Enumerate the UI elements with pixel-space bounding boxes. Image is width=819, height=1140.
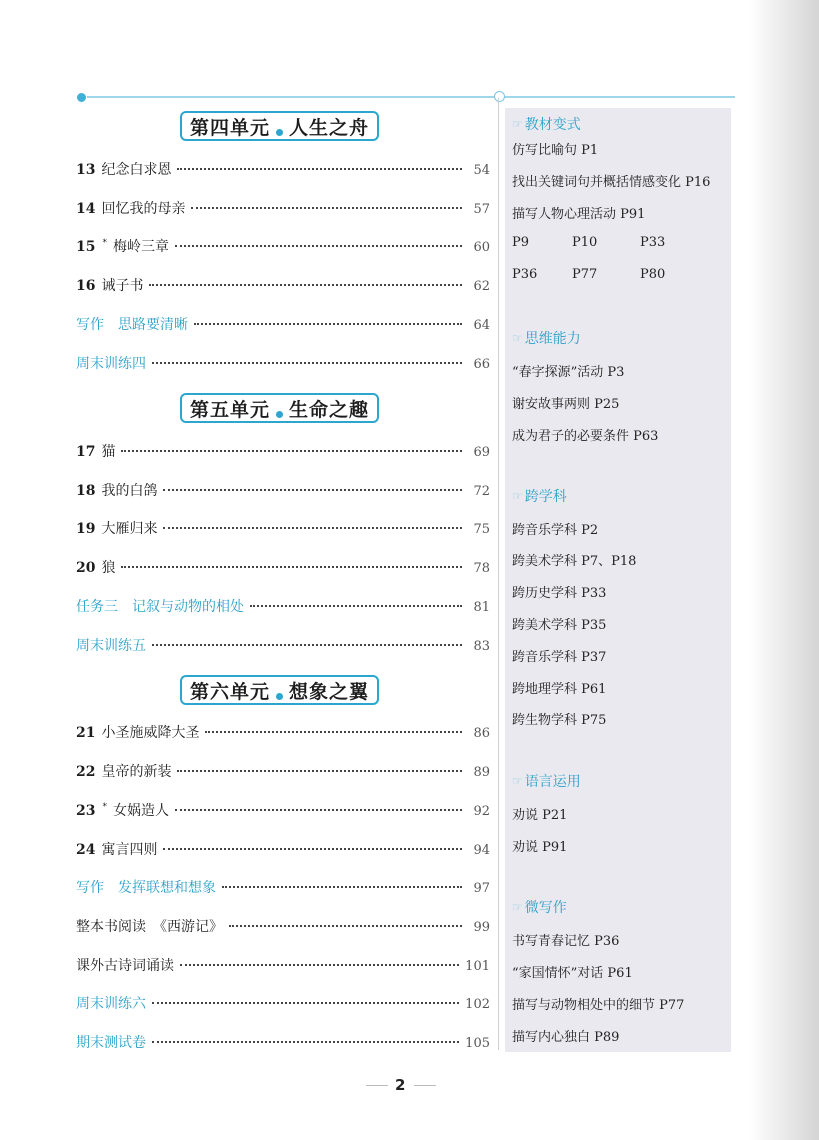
side-item: 跨音乐学科 P37 xyxy=(512,650,607,665)
dot-leader xyxy=(163,848,462,850)
toc-title-text: 皇帝的新装 xyxy=(101,764,172,780)
footer-rule-left xyxy=(366,1085,388,1086)
toc-entry[interactable] xyxy=(76,955,490,975)
section-title-thinking: ☞ 思维能力 xyxy=(512,331,581,347)
toc-entry-title xyxy=(76,518,157,538)
toc-entry[interactable] xyxy=(76,518,490,538)
toc-entry[interactable] xyxy=(76,635,490,655)
pointing-hand-icon: ☞ xyxy=(512,117,523,131)
toc-page-number: 78 xyxy=(473,561,490,576)
dot-leader xyxy=(191,207,462,209)
toc-page-number: 86 xyxy=(473,726,490,741)
lesson-number: 24 xyxy=(76,842,96,858)
toc-title-text: 狼 xyxy=(101,560,116,576)
optional-marker: * xyxy=(102,802,107,813)
toc-entry-title xyxy=(76,480,157,500)
dot-leader xyxy=(229,925,462,927)
dot-leader xyxy=(163,527,462,529)
toc-entry[interactable] xyxy=(76,314,490,334)
lesson-number: 23 xyxy=(76,803,96,819)
dot-leader xyxy=(205,731,462,733)
toc-entry-title xyxy=(76,353,146,373)
dot-leader xyxy=(180,964,459,966)
side-item: 找出关键词句并概括情感变化 P16 xyxy=(512,175,711,190)
side-item: 跨音乐学科 P2 xyxy=(512,523,599,538)
toc-entry[interactable] xyxy=(76,839,490,859)
toc-title-text: 女娲造人 xyxy=(112,803,169,819)
lesson-number: 14 xyxy=(76,201,96,217)
toc-page-number: 66 xyxy=(473,357,490,372)
unit-theme: 生命之趣 xyxy=(289,398,370,421)
toc-title-text: 诫子书 xyxy=(101,278,144,294)
toc-title-text: 寓言四则 xyxy=(101,842,158,858)
toc-entry[interactable] xyxy=(76,1032,490,1052)
rule-dot-middle xyxy=(494,91,505,102)
side-grid-item: P36 xyxy=(512,267,538,282)
unit-theme: 想象之翼 xyxy=(289,680,370,703)
toc-entry-title xyxy=(76,635,146,655)
optional-marker: * xyxy=(102,238,107,249)
side-grid-item: P77 xyxy=(572,267,598,282)
side-item: 跨生物学科 P75 xyxy=(512,713,607,728)
toc-entry[interactable] xyxy=(76,557,490,577)
toc-title-text: 整本书阅读 《西游记》 xyxy=(76,919,223,935)
toc-title-text: 回忆我的母亲 xyxy=(101,201,186,217)
side-item: 描写内心独白 P89 xyxy=(512,1030,620,1045)
toc-entry[interactable] xyxy=(76,159,490,179)
toc-page-number: 92 xyxy=(473,804,490,819)
toc-entry[interactable] xyxy=(76,993,490,1013)
footer-rule-right xyxy=(414,1085,436,1086)
dot-leader xyxy=(163,489,462,491)
toc-entry[interactable] xyxy=(76,800,490,820)
lesson-number: 17 xyxy=(76,444,96,460)
side-item: 书写青春记忆 P36 xyxy=(512,934,620,949)
unit-header-5 xyxy=(180,394,379,422)
unit-theme: 人生之舟 xyxy=(289,116,370,139)
toc-title-text: 写作 思路要清晰 xyxy=(76,317,188,333)
lesson-number: 22 xyxy=(76,764,96,780)
unit-header-4 xyxy=(180,112,379,140)
lesson-number: 18 xyxy=(76,483,96,499)
section-title-micro-writing: ☞ 微写作 xyxy=(512,900,567,916)
unit-separator-dot xyxy=(276,411,283,418)
dot-leader xyxy=(152,644,462,646)
lesson-number: 15 xyxy=(76,239,96,255)
toc-entry-title xyxy=(76,877,216,897)
toc-title-text: 任务三 记叙与动物的相处 xyxy=(76,599,244,615)
section-title-cross-discipline: ☞ 跨学科 xyxy=(512,489,567,505)
toc-entry-title xyxy=(76,275,143,295)
dot-leader xyxy=(175,245,462,247)
dot-leader xyxy=(194,323,462,325)
dot-leader xyxy=(152,1041,459,1043)
side-grid-item: P10 xyxy=(572,235,598,250)
toc-entry-title xyxy=(76,441,115,461)
toc-entry-title xyxy=(76,761,171,781)
section-title-textbook-variants: ☞ 教材变式 xyxy=(512,117,581,133)
toc-page-number: 60 xyxy=(473,240,490,255)
side-item: 劝说 P91 xyxy=(512,840,568,855)
toc-page-number: 105 xyxy=(465,1036,490,1051)
side-grid-item: P33 xyxy=(640,235,666,250)
toc-title-text: 周末训练六 xyxy=(76,996,146,1012)
side-item: 跨地理学科 P61 xyxy=(512,682,607,697)
toc-page-number: 69 xyxy=(473,445,490,460)
toc-entry-title xyxy=(76,557,115,577)
lesson-number: 16 xyxy=(76,278,96,294)
side-item: 跨美术学科 P35 xyxy=(512,618,607,633)
toc-title-text: 课外古诗词诵读 xyxy=(76,958,174,974)
toc-page-number: 62 xyxy=(473,279,490,294)
toc-page-number: 81 xyxy=(473,600,490,615)
dot-leader xyxy=(250,605,462,607)
side-grid-item: P80 xyxy=(640,267,666,282)
top-rule xyxy=(80,96,735,98)
dot-leader xyxy=(152,362,462,364)
toc-entry-title xyxy=(76,839,157,859)
toc-entry[interactable] xyxy=(76,916,490,936)
toc-entry-title xyxy=(76,198,185,218)
unit-header-6 xyxy=(180,676,379,704)
toc-entry-title xyxy=(76,916,223,936)
toc-entry-title xyxy=(76,596,244,616)
toc-title-text: 纪念白求恩 xyxy=(101,162,172,178)
toc-entry[interactable] xyxy=(76,353,490,373)
toc-entry[interactable] xyxy=(76,877,490,897)
toc-entry[interactable] xyxy=(76,480,490,500)
toc-page-number: 54 xyxy=(473,163,490,178)
toc-entry-title xyxy=(76,800,169,820)
toc-page-number: 75 xyxy=(473,522,490,537)
toc-page-number: 99 xyxy=(473,920,490,935)
unit-separator-dot xyxy=(276,129,283,136)
side-item: 描写人物心理活动 P91 xyxy=(512,207,646,222)
lesson-number: 20 xyxy=(76,560,96,576)
toc-title-text: 写作 发挥联想和想象 xyxy=(76,880,216,896)
side-item: 成为君子的必要条件 P63 xyxy=(512,429,659,444)
side-item: 跨美术学科 P7、P18 xyxy=(512,554,637,569)
toc-page-number: 83 xyxy=(473,639,490,654)
side-grid-item: P9 xyxy=(512,235,530,250)
toc-entry[interactable] xyxy=(76,441,490,461)
unit-separator-dot xyxy=(276,693,283,700)
dot-leader xyxy=(177,770,462,772)
toc-title-text: 梅岭三章 xyxy=(112,239,169,255)
unit-label: 第四单元 xyxy=(190,116,271,139)
toc-entry[interactable] xyxy=(76,275,490,295)
toc-title-text: 小圣施威降大圣 xyxy=(101,725,200,741)
toc-entry-title xyxy=(76,159,171,179)
side-item: “家国情怀”对话 P61 xyxy=(512,966,633,981)
dot-leader xyxy=(152,1002,459,1004)
dot-leader xyxy=(121,450,462,452)
toc-entry-title xyxy=(76,1032,146,1052)
toc-entry-title xyxy=(76,236,169,256)
toc-title-text: 周末训练四 xyxy=(76,356,146,372)
pointing-hand-icon: ☞ xyxy=(512,900,523,914)
toc-page-number: 102 xyxy=(465,997,490,1012)
toc-page-number: 89 xyxy=(473,765,490,780)
side-item: 跨历史学科 P33 xyxy=(512,586,607,601)
toc-entry[interactable] xyxy=(76,198,490,218)
dot-leader xyxy=(149,284,462,286)
side-item: 描写与动物相处中的细节 P77 xyxy=(512,998,685,1013)
column-divider xyxy=(498,98,499,1050)
toc-page-number: 101 xyxy=(465,959,490,974)
dot-leader xyxy=(177,168,462,170)
toc-title-text: 猫 xyxy=(101,444,116,460)
rule-dot-left xyxy=(76,92,87,103)
toc-entry[interactable] xyxy=(76,596,490,616)
side-item: “春字探源”活动 P3 xyxy=(512,365,625,380)
toc-title-text: 我的白鸽 xyxy=(101,483,158,499)
unit-label: 第六单元 xyxy=(190,680,271,703)
toc-entry-title xyxy=(76,314,188,334)
toc-entry[interactable] xyxy=(76,722,490,742)
side-item: 劝说 P21 xyxy=(512,808,568,823)
lesson-number: 13 xyxy=(76,162,96,178)
toc-entry[interactable] xyxy=(76,761,490,781)
toc-page-number: 72 xyxy=(473,484,490,499)
section-title-language-use: ☞ 语言运用 xyxy=(512,774,581,790)
toc-entry-title xyxy=(76,993,146,1013)
lesson-number: 21 xyxy=(76,725,96,741)
dot-leader xyxy=(175,809,462,811)
toc-page-number: 97 xyxy=(473,881,490,896)
dot-leader xyxy=(222,886,462,888)
toc-page-number: 57 xyxy=(473,202,490,217)
toc-page-number: 64 xyxy=(473,318,490,333)
toc-title-text: 周末训练五 xyxy=(76,638,146,654)
toc-title-text: 大雁归来 xyxy=(101,521,158,537)
unit-label: 第五单元 xyxy=(190,398,271,421)
page-edge-shadow xyxy=(749,0,819,1140)
pointing-hand-icon: ☞ xyxy=(512,331,523,345)
toc-title-text: 期末测试卷 xyxy=(76,1035,146,1051)
side-item: 仿写比喻句 P1 xyxy=(512,143,599,158)
toc-page-number: 94 xyxy=(473,843,490,858)
toc-entry[interactable] xyxy=(76,236,490,256)
pointing-hand-icon: ☞ xyxy=(512,489,523,503)
page-number: 2 xyxy=(395,1076,406,1094)
dot-leader xyxy=(121,566,462,568)
toc-entry-title xyxy=(76,955,174,975)
side-item: 谢安故事两则 P25 xyxy=(512,397,620,412)
toc-entry-title xyxy=(76,722,199,742)
lesson-number: 19 xyxy=(76,521,96,537)
pointing-hand-icon: ☞ xyxy=(512,774,523,788)
